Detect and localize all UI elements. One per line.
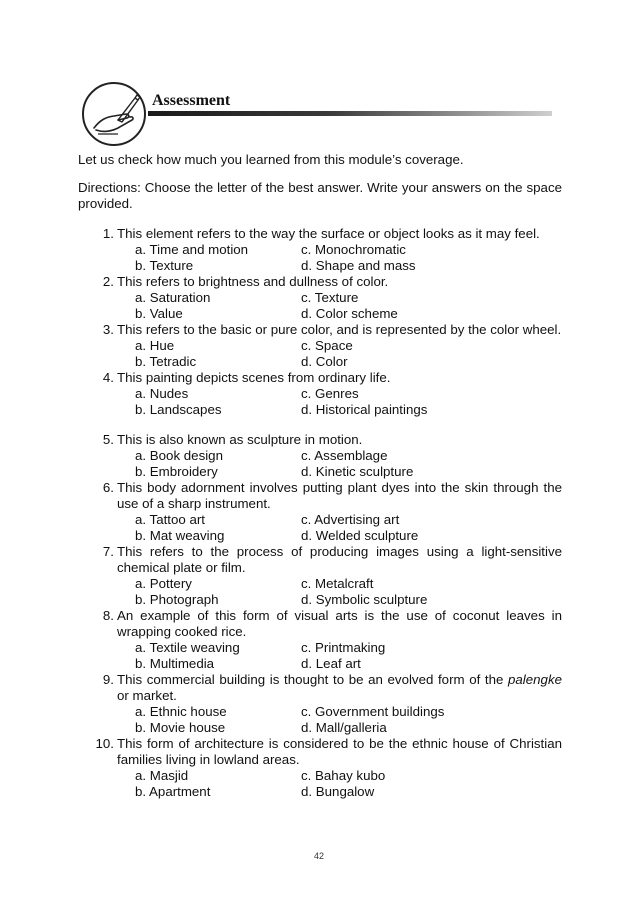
- question-text: This form of architecture is considered to be the ethnic house of Christian families living in lowland areas.: [117, 736, 562, 767]
- option-c: c. Bahay kubo: [301, 768, 386, 783]
- answer-options: [117, 576, 562, 608]
- answer-options: [117, 242, 562, 274]
- option-a: a. Time and motion: [135, 242, 249, 257]
- option-a: a. Saturation: [135, 290, 211, 305]
- option-a: a. Pottery: [135, 576, 192, 591]
- answer-options: [117, 386, 562, 418]
- assessment-content: [78, 152, 562, 800]
- intro-text: Let us check how much you learned from this module’s coverage.: [78, 152, 464, 167]
- question-text: This element refers to the way the surface or object looks as it may feel.: [117, 226, 540, 241]
- option-d: d. Kinetic sculpture: [301, 464, 414, 479]
- option-b: b. Embroidery: [135, 464, 218, 479]
- question-2: [78, 274, 562, 322]
- option-d: d. Bungalow: [301, 784, 375, 799]
- option-c: c. Texture: [301, 290, 359, 305]
- option-b: b. Texture: [135, 258, 194, 273]
- question-gap: [78, 418, 562, 432]
- question-4: [78, 370, 562, 418]
- option-b: b. Movie house: [135, 720, 226, 735]
- question-text-part: This commercial building is thought to be an evolved form of the: [117, 672, 509, 687]
- option-c: c. Monochromatic: [301, 242, 406, 257]
- question-number: 7.: [102, 544, 114, 559]
- answer-options: [117, 448, 562, 480]
- question-text: This is also known as sculpture in motion.: [117, 432, 363, 447]
- title-underline-bar: [148, 111, 552, 116]
- question-number: 3.: [102, 322, 114, 337]
- option-c: c. Space: [301, 338, 353, 353]
- question-text-part: or market.: [117, 688, 177, 703]
- question-number: 1.: [102, 226, 114, 241]
- answer-options: [117, 640, 562, 672]
- option-b: b. Landscapes: [135, 402, 222, 417]
- option-b: b. Photograph: [135, 592, 219, 607]
- page-title: Assessment: [152, 92, 231, 109]
- question-9: [78, 672, 562, 736]
- option-a: a. Nudes: [135, 386, 189, 401]
- option-a: a. Tattoo art: [135, 512, 205, 527]
- hand-writing-icon: [82, 82, 146, 146]
- answer-options: [117, 338, 562, 370]
- question-1: [78, 226, 562, 274]
- option-a: a. Hue: [135, 338, 175, 353]
- question-text: [117, 672, 562, 704]
- option-b: b. Mat weaving: [135, 528, 225, 543]
- question-number: 5.: [102, 432, 114, 447]
- question-number: 2.: [102, 274, 114, 289]
- question-text: This refers to the basic or pure color, and is represented by the color wheel.: [117, 322, 562, 337]
- question-number: 10.: [95, 736, 114, 751]
- question-5: [78, 432, 562, 480]
- question-text-emphasis: palengke: [508, 672, 562, 687]
- question-text: This painting depicts scenes from ordinary life.: [117, 370, 391, 385]
- option-b: b. Apartment: [135, 784, 211, 799]
- option-b: b. Multimedia: [135, 656, 215, 671]
- assessment-header: [80, 80, 560, 152]
- option-c: c. Advertising art: [301, 512, 400, 527]
- option-a: a. Book design: [135, 448, 223, 463]
- option-d: d. Color scheme: [301, 306, 398, 321]
- option-d: d. Shape and mass: [301, 258, 416, 273]
- question-6: [78, 480, 562, 544]
- option-d: d. Symbolic sculpture: [301, 592, 428, 607]
- question-list: [78, 226, 562, 800]
- question-text: An example of this form of visual arts is the use of coconut leaves in wrapping cooked rice.: [117, 608, 562, 639]
- option-d: d. Historical paintings: [301, 402, 428, 417]
- question-text: This refers to brightness and dullness of color.: [117, 274, 389, 289]
- question-number: 8.: [102, 608, 114, 623]
- question-8: [78, 608, 562, 672]
- option-c: c. Government buildings: [301, 704, 445, 719]
- answer-options: [117, 704, 562, 736]
- answer-options: [117, 290, 562, 322]
- question-text: This refers to the process of producing images using a light-sensitive chemical plate or film.: [117, 544, 562, 575]
- option-d: d. Leaf art: [301, 656, 361, 671]
- option-c: c. Assemblage: [301, 448, 388, 463]
- option-a: a. Textile weaving: [135, 640, 240, 655]
- option-c: c. Genres: [301, 386, 359, 401]
- question-text: This body adornment involves putting plant dyes into the skin through the use of a sharp instrument.: [117, 480, 562, 511]
- option-c: c. Printmaking: [301, 640, 386, 655]
- option-b: b. Value: [135, 306, 183, 321]
- directions-text: Directions: Choose the letter of the best answer. Write your answers on the space provided.: [78, 180, 562, 211]
- question-3: [78, 322, 562, 370]
- answer-options: [117, 512, 562, 544]
- option-a: a. Masjid: [135, 768, 189, 783]
- option-b: b. Tetradic: [135, 354, 197, 369]
- option-d: d. Color: [301, 354, 348, 369]
- option-c: c. Metalcraft: [301, 576, 374, 591]
- question-number: 4.: [102, 370, 114, 385]
- question-10: [78, 736, 562, 800]
- option-d: d. Welded sculpture: [301, 528, 419, 543]
- question-7: [78, 544, 562, 608]
- question-number: 6.: [102, 480, 114, 495]
- answer-options: [117, 768, 562, 800]
- question-number: 9.: [102, 672, 114, 687]
- option-a: a. Ethnic house: [135, 704, 227, 719]
- page-number: 42: [313, 851, 324, 861]
- option-d: d. Mall/galleria: [301, 720, 387, 735]
